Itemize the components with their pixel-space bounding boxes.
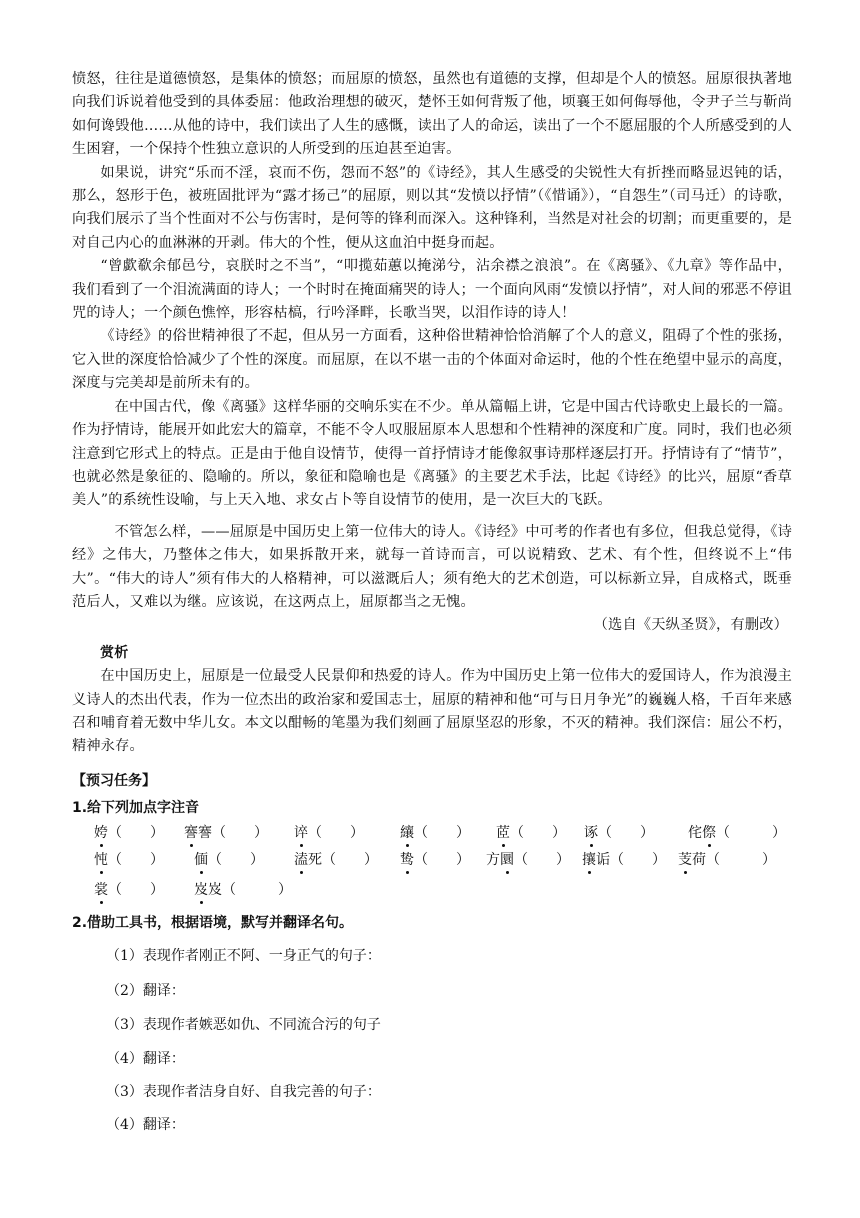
essay-paragraph: “曾歔欷余郁邑兮，哀朕时之不当”，“叩揽茹蕙以掩涕兮，沾余襟之浪浪”。在《离骚》、《九章》等作品中，我们看到了一个泪流满面的诗人；一个时时在掩面痛哭的诗人；一个面向风雨“发愤以抒情”，对人间的邪恶不停诅咒的诗人；一个颜色憔悴，形容枯槁，行吟泽畔，长歌当哭，以泪作诗的诗人！: [72, 258, 792, 322]
pinyin-item[interactable]: 姱（ ）: [94, 822, 164, 842]
essay-paragraph: 在中国古代，像《离骚》这样华丽的交响乐实在不少。单从篇幅上讲，它是中国古代诗歌史上最长的一篇。作为抒情诗，能展开如此宏大的篇章，不能不令人叹服屈原本人思想和个性精神的深度和广度。同时，我们也必须注意到它形式上的特点。正是由于他自设情节，使得一首抒情诗才能像叙事诗那样逐层打开。抒情诗有了“情节”，也就必然是象征的、隐喻的。所以，象征和隐喻也是《离骚》的主要艺术手法，比起《诗经》的比兴，屈原“香草美人”的系统性设喻，与上天入地、求女占卜等自设情节的使用，是一次巨大的飞跃。: [72, 398, 792, 509]
pinyin-item[interactable]: 谇（ ）: [294, 822, 364, 842]
question-2-item[interactable]: （1）表现作者刚正不阿、一身正气的句子：: [106, 948, 381, 964]
source-citation: （选自《天纵圣贤》，有删改）: [593, 617, 788, 634]
pinyin-item[interactable]: 偭（ ）: [194, 849, 264, 869]
appreciation-heading: 赏析: [100, 644, 129, 661]
pinyin-item[interactable]: 方圜（ ）: [486, 849, 570, 869]
essay-body: [72, 68, 792, 759]
question-2-item[interactable]: （3）表现作者洁身自好、自我完善的句子：: [106, 1084, 381, 1100]
pinyin-item[interactable]: 謇謇（ ）: [184, 822, 268, 842]
essay-paragraph: 《诗经》的俗世精神很了不起，但从另一方面看，这种俗世精神恰恰消解了个人的意义，阻碍了个性的张扬，它入世的深度恰恰减少了个性的深度。而屈原，在以不堪一击的个体面对命运时，他的个性在绝望中显示的高度，深度与完美却是前所未有的。: [72, 328, 792, 392]
essay-paragraph: 愤怒，往往是道德愤怒，是集体的愤怒；而屈原的愤怒，虽然也有道德的支撑，但却是个人的愤怒。屈原很执著地向我们诉说着他受到的具体委屈：他政治理想的破灭，楚怀王如何背叛了他，顷襄王如何侮辱他，令尹子兰与靳尚如何谗毁他……从他的诗中，我们读出了人生的感慨，读出了人的命运，读出了一个不愿屈服的个人所感受到的人生困窘，一个保持个性独立意识的人所受到的压迫甚至迫害。: [72, 71, 792, 158]
question-2-title: 2.借助工具书，根据语境，默写并翻译名句。: [72, 915, 354, 931]
pinyin-item[interactable]: 纕（ ）: [400, 822, 470, 842]
question-2-item[interactable]: （4）翻译：: [106, 1051, 185, 1067]
pinyin-item[interactable]: 鸷（ ）: [400, 849, 470, 869]
question-2-item[interactable]: （2）翻译：: [106, 983, 185, 999]
question-2-item[interactable]: （3）表现作者嫉恶如仇、不同流合污的句子: [106, 1017, 381, 1033]
pinyin-item[interactable]: 芰荷（ ）: [678, 849, 776, 869]
pinyin-item[interactable]: 忳（ ）: [94, 849, 164, 869]
pinyin-item[interactable]: 诼（ ）: [584, 822, 654, 842]
appreciation-text: 在中国历史上，屈原是一位最受人民景仰和热爱的诗人。作为中国历史上第一位伟大的爱国诗人，作为浪漫主义诗人的杰出代表，作为一位杰出的政治家和爱国志士，屈原的精神和他“可与日月争光”的巍巍人格，千百年来感召和哺育着无数中华儿女。本文以酣畅的笔墨为我们刻画了屈原坚忍的形象，不灭的精神。我们深信：屈公不朽，精神永存。: [72, 668, 792, 755]
pinyin-item[interactable]: 裳（ ）: [94, 879, 164, 899]
question-1-title: 1.给下列加点字注音: [72, 800, 200, 816]
pinyin-item[interactable]: 攘诟（ ）: [582, 849, 666, 869]
pinyin-item[interactable]: 溘死（ ）: [294, 849, 378, 869]
question-2-item[interactable]: （4）翻译：: [106, 1117, 185, 1133]
preview-task-header: 【预习任务】: [72, 773, 156, 789]
essay-paragraph: 如果说，讲究“乐而不淫，哀而不伤，怨而不怒”的《诗经》，其人生感受的尖锐性大有折挫而略显迟钝的话，那么，怒形于色，被班固批评为“露才扬己”的屈原，则以其“发愤以抒情”（《惜诵》），“自怨生”（司马迁）的诗歌，向我们展示了当个性面对不公与伤害时，是何等的锋利而深入。这种锋利，当然是对社会的切割；而更重要的，是对自己内心的血淋淋的开剥。伟大的个性，便从这血泊中挺身而起。: [72, 164, 792, 251]
essay-paragraph: 不管怎么样，——屈原是中国历史上第一位伟大的诗人。《诗经》中可考的作者也有多位，但我总觉得，《诗经》之伟大，乃整体之伟大，如果拆散开来，就每一首诗而言，可以说精致、艺术、有个性，但终说不上“伟大”。“伟大的诗人”须有伟大的人格精神，可以滋溉后人；须有绝大的艺术创造，可以标新立异，自成格式，既垂范后人，又难以为继。应该说，在这两点上，屈原都当之无愧。: [72, 523, 792, 610]
pinyin-item[interactable]: 茝（ ）: [496, 822, 566, 842]
pinyin-item[interactable]: 岌岌（ ）: [194, 879, 292, 899]
pinyin-item[interactable]: 侘傺（ ）: [688, 822, 786, 842]
